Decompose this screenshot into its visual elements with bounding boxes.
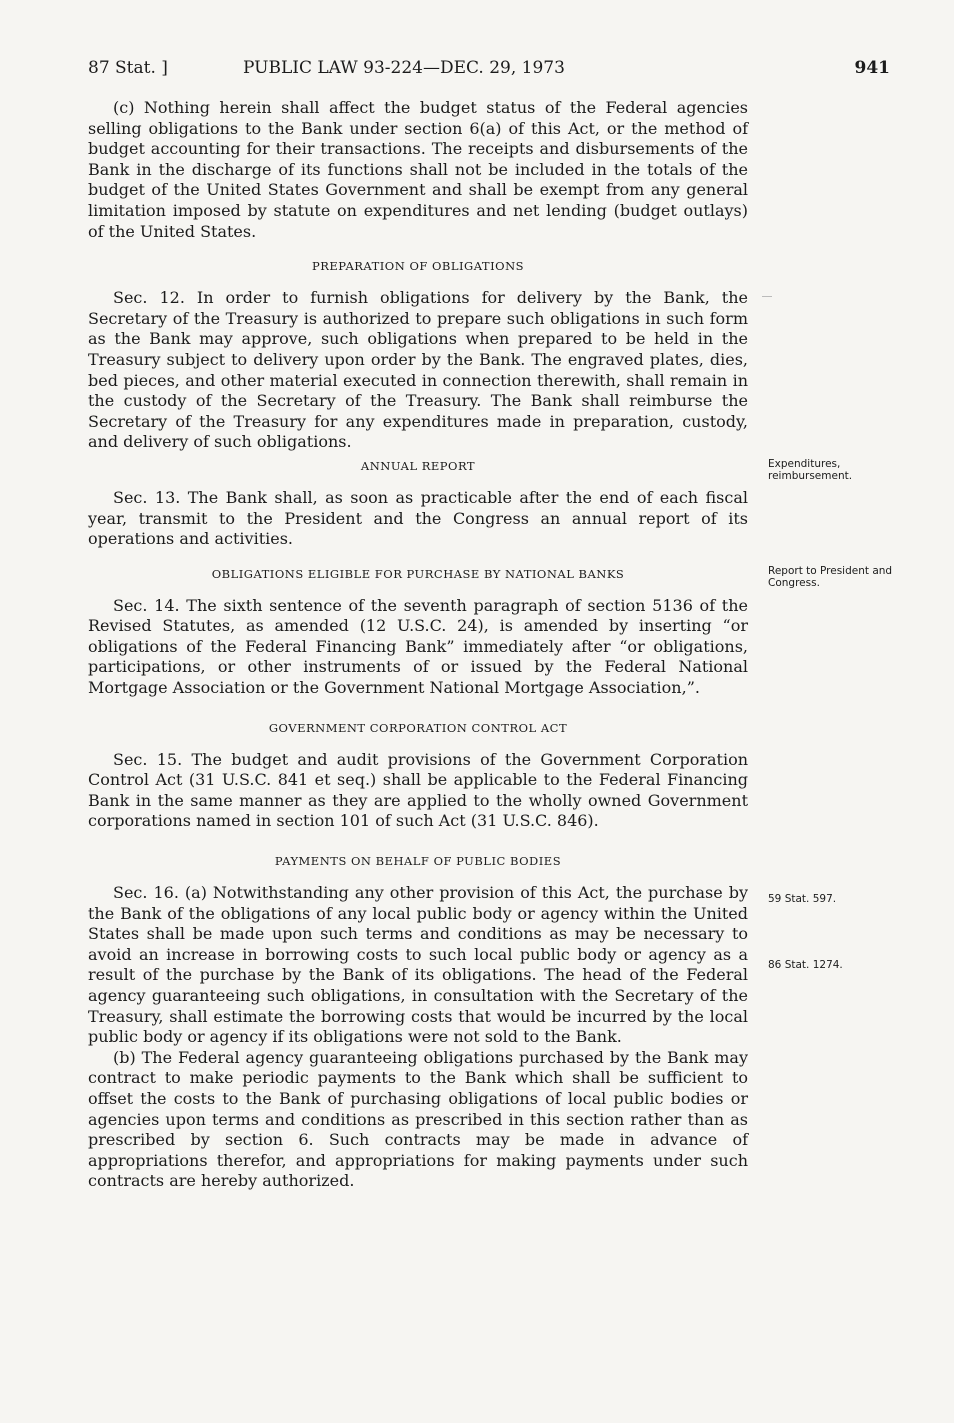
- margin-mark: [762, 296, 772, 297]
- heading-annual-report: ANNUAL REPORT: [360, 458, 476, 473]
- section-13: Sec. 13. The Bank shall, as soon as practicable after the end of each fiscal year, transmit to the President and the Congress an annual report of its operations and activities.: [88, 487, 748, 549]
- paragraph-c: (c) Nothing herein shall affect the budget status of the Federal agencies selling obligations to the Bank under section 6(a) of this Act, or the method of budget accounting for their transactions. The receipts and disbursements of the Bank in the discharge of its functions shall not be included in the totals of the budget of the United States Government and shall be exempt from any general limitation imposed by statute on expenditures and net lending (budget outlays) of the United States.: [88, 98, 748, 241]
- section-12: Sec. 12. In order to furnish obligations for delivery by the Bank, the Secretary of the Treasury is authorized to prepare such obligations in such form as the Bank may approve, such obligations when prepared to be held in the Treasury subject to delivery upon order by the Bank. The engraved plates, dies, bed pieces, and other material executed in connection therewith, shall remain in the custody of the Secretary of the Treasury. The Bank shall reimburse the Secretary of the Treasury for any expenditures made in preparation, custody, and delivery of such obligations.: [88, 288, 748, 452]
- heading-obligations-eligible: OBLIGATIONS ELIGIBLE FOR PURCHASE BY NATIONAL BANKS: [211, 566, 625, 581]
- page-body: [88, 98, 748, 1192]
- heading-payments: PAYMENTS ON BEHALF OF PUBLIC BODIES: [274, 854, 562, 869]
- margin-note-86-stat: 86 Stat. 1274.: [768, 959, 843, 971]
- heading-government-corporation: GOVERNMENT CORPORATION CONTROL ACT: [268, 720, 568, 735]
- margin-note-report: Report to President and Congress.: [768, 565, 893, 589]
- page-header: [88, 58, 890, 82]
- statute-volume: 87 Stat. ]: [88, 58, 168, 78]
- page-number: 941: [854, 58, 890, 78]
- law-title: PUBLIC LAW 93-224—DEC. 29, 1973: [243, 58, 565, 78]
- section-14: Sec. 14. The sixth sentence of the seventh paragraph of section 5136 of the Revised Statutes, as amended (12 U.S.C. 24), is amended by inserting “or obligations of the Federal Financing Bank” immediately after “or obligations, participations, or other instruments of or issued by the Federal National Mortgage Association or the Government National Mortgage Association,”.: [88, 595, 748, 698]
- section-16b: (b) The Federal agency guaranteeing obligations purchased by the Bank may contract to make periodic payments to the Bank which shall be sufficient to offset the costs to the Bank of purchasing obligations of local public bodies or agencies upon terms and conditions as prescribed in this section rather than as prescribed by section 6. Such contracts may be made in advance of appropriations therefor, and appropriations for making payments under such contracts are hereby authorized.: [88, 1047, 748, 1191]
- margin-note-expenditures: Expenditures, reimbursement.: [768, 458, 853, 482]
- margin-note-59-stat: 59 Stat. 597.: [768, 893, 837, 905]
- heading-preparation: PREPARATION OF OBLIGATIONS: [311, 259, 525, 274]
- section-15: Sec. 15. The budget and audit provisions of the Government Corporation Control Act (31 U.S.C. 841 et seq.) shall be applicable to the Federal Financing Bank in the same manner as they are applied to the wholly owned Government corporations named in section 101 of such Act (31 U.S.C. 846).: [88, 749, 748, 831]
- section-16a: Sec. 16. (a) Notwithstanding any other provision of this Act, the purchase by the Bank of the obligations of any local public body or agency within the United States shall be made upon such terms and conditions as may be necessary to avoid an increase in borrowing costs to such local public body or agency as a result of the purchase by the Bank of its obligations. The head of the Federal agency guaranteeing such obligations, in consultation with the Secretary of the Treasury, shall estimate the borrowing costs that would be incurred by the local public body or agency if its obligations were not sold to the Bank.: [88, 883, 748, 1047]
